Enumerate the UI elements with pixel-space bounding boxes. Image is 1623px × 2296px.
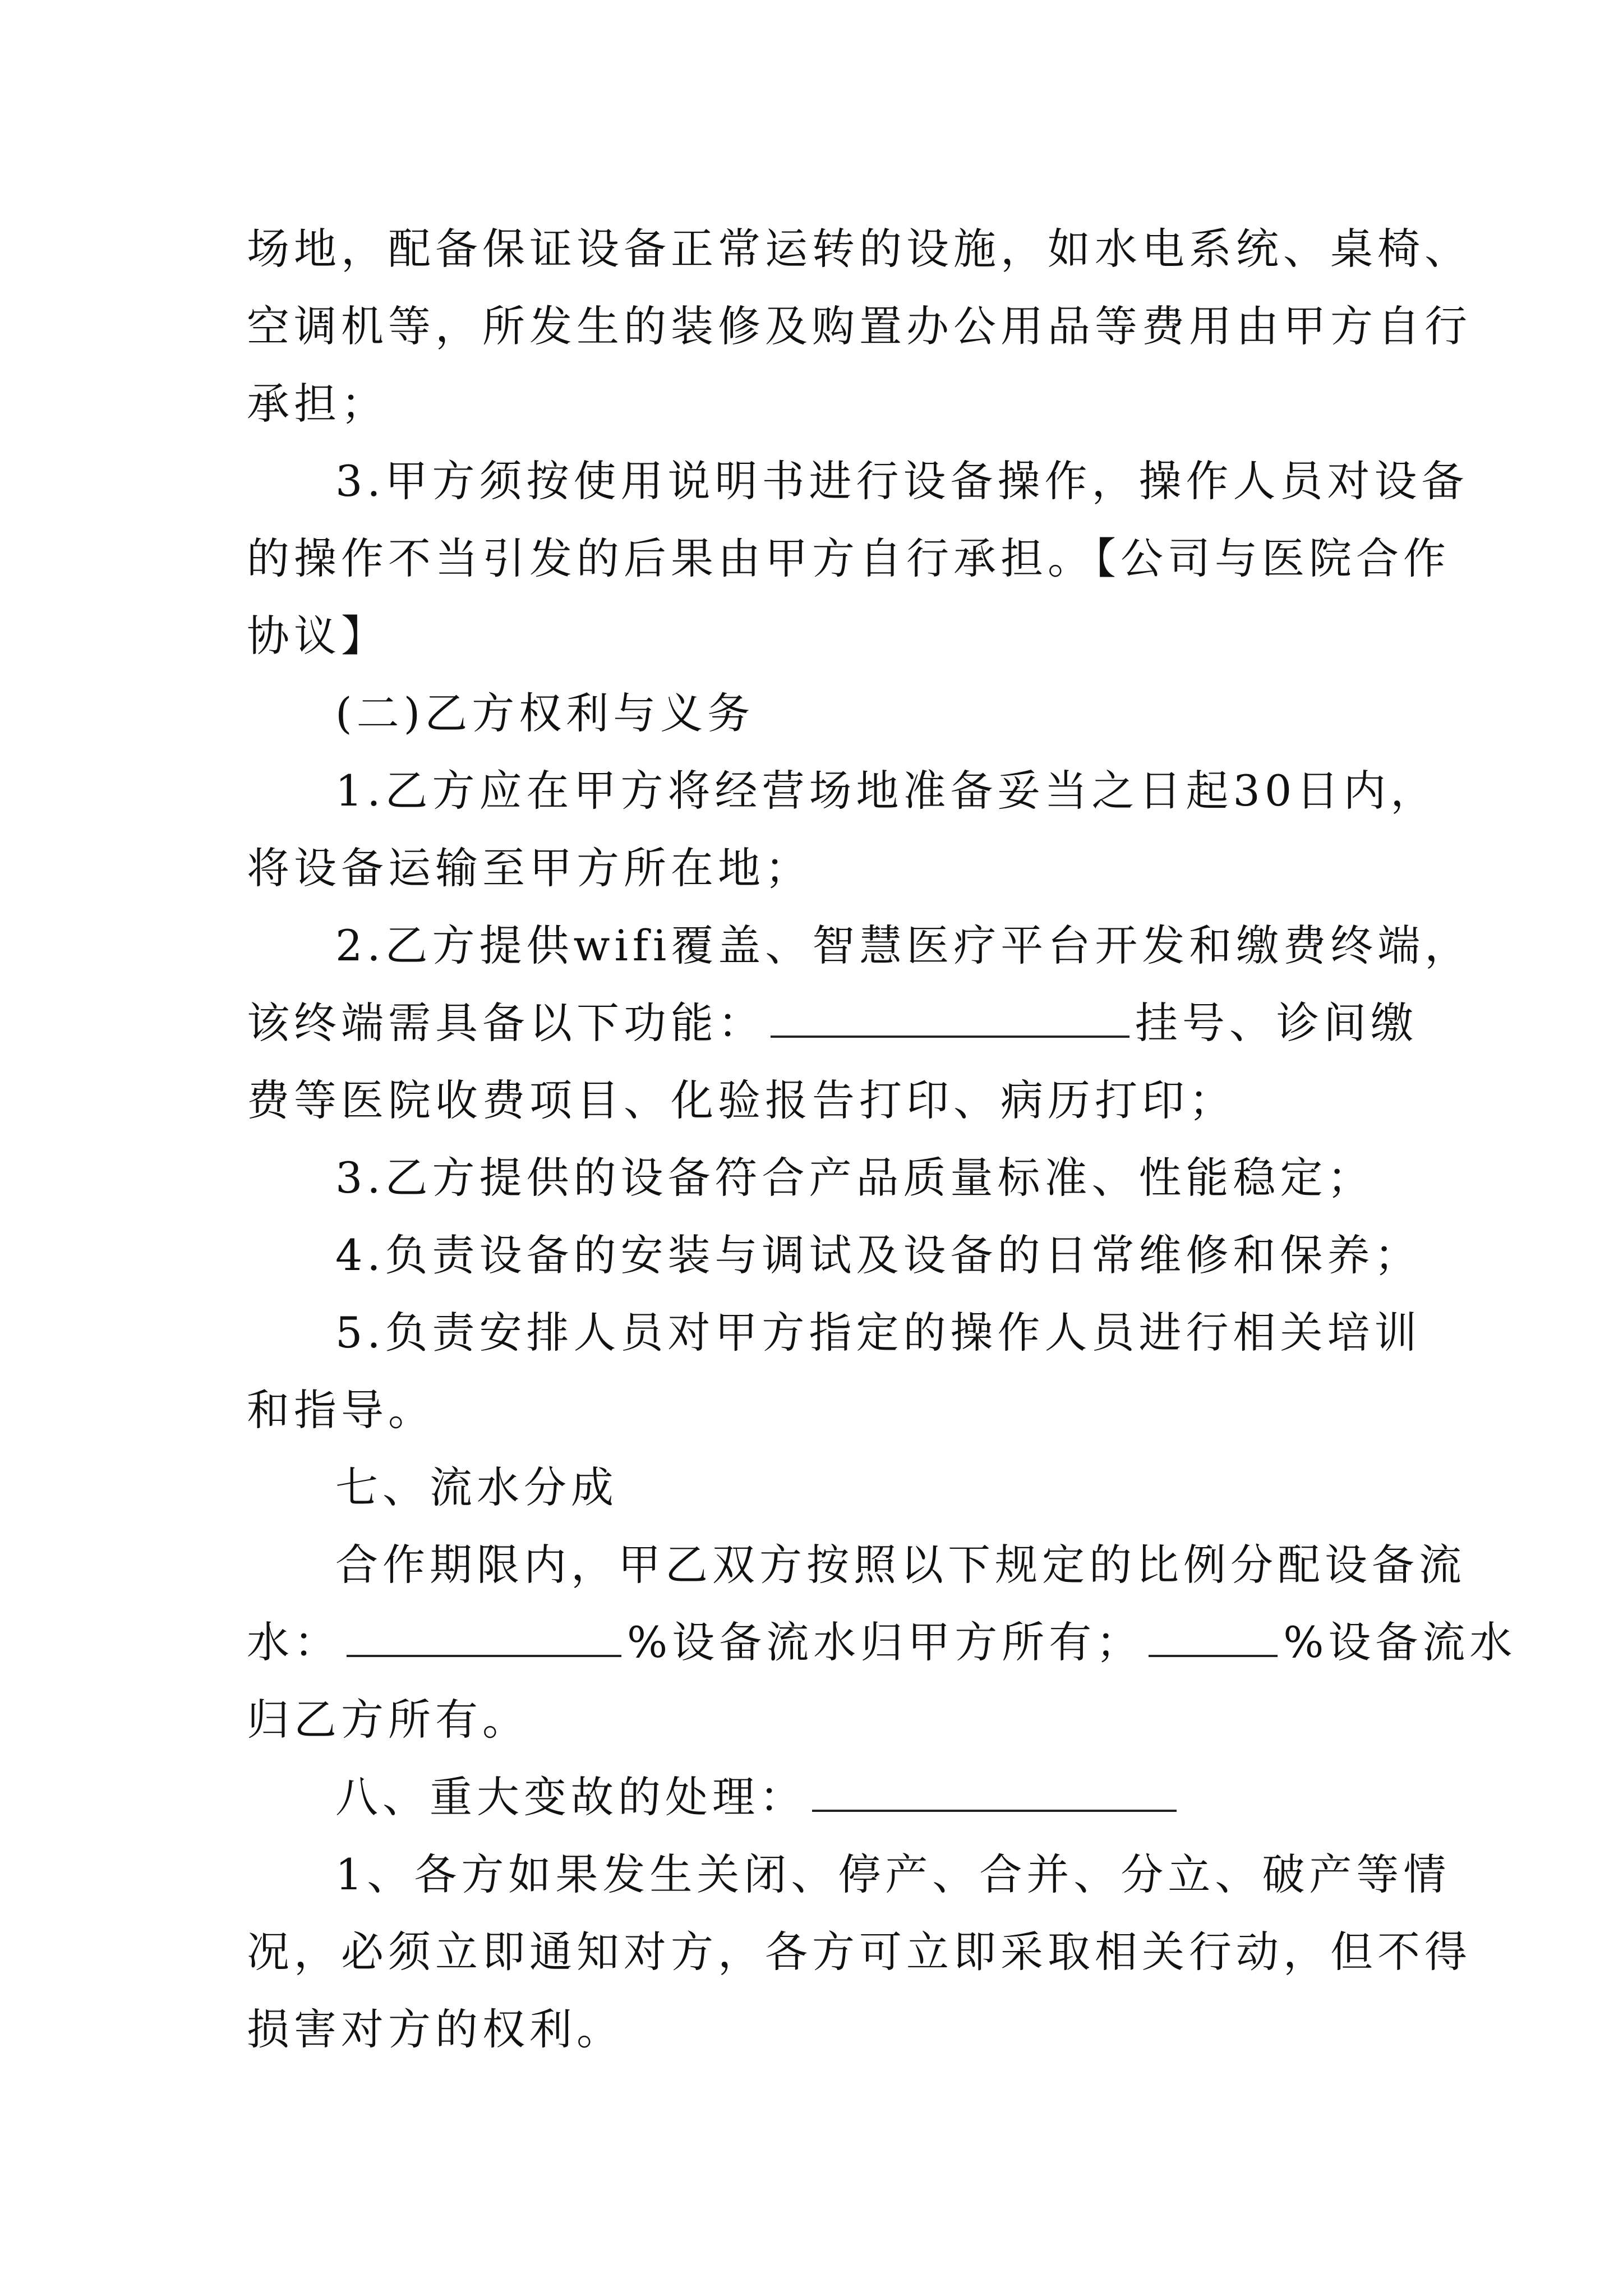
- paragraph-line: [247, 1604, 1517, 1681]
- paragraph-line: 损害对方的权利。: [247, 2004, 624, 2054]
- paragraph-line: 归乙方所有。: [247, 1695, 529, 1745]
- clause-3-party-b: 3.乙方提供的设备符合产品质量标准、性能稳定；: [335, 1153, 1375, 1203]
- party-b-percent-blank[interactable]: [1149, 1620, 1278, 1657]
- text-segment: 挂号、诊间缴: [1135, 998, 1418, 1048]
- text-segment: 该终端需具备以下功能：: [247, 998, 765, 1048]
- clause-4-party-b: 4.负责设备的安装与调试及设备的日常维修和保养；: [335, 1230, 1422, 1280]
- text-segment: %设备流水归甲方所有；: [627, 1617, 1144, 1667]
- paragraph-line: 协议】: [247, 611, 388, 661]
- paragraph-line: 和指导。: [247, 1385, 435, 1435]
- text-segment: 八、重大变故的处理：: [335, 1772, 806, 1822]
- section-heading-revenue-share: 七、流水分成: [335, 1462, 618, 1512]
- paragraph-line: 将设备运输至甲方所在地；: [247, 843, 812, 893]
- clause-3-party-a: 3.甲方须按使用说明书进行设备操作，操作人员对设备: [335, 456, 1469, 506]
- revenue-share-paragraph: 合作期限内，甲乙双方按照以下规定的比例分配设备流: [335, 1540, 1466, 1590]
- paragraph-line: 况，必须立即通知对方，各方可立即采取相关行动，但不得: [247, 1927, 1472, 1977]
- fill-in-blank[interactable]: [771, 1001, 1129, 1038]
- paragraph-line: 承担；: [247, 379, 388, 429]
- fill-in-blank[interactable]: [812, 1775, 1177, 1812]
- paragraph-line: [247, 984, 1418, 1062]
- paragraph-line: 场地，配备保证设备正常运转的设施，如水电系统、桌椅、: [247, 224, 1472, 274]
- clause-2-party-b: 2.乙方提供wifi覆盖、智慧医疗平台开发和缴费终端，: [335, 921, 1472, 970]
- clause-1-party-b: 1.乙方应在甲方将经营场地准备妥当之日起30日内，: [335, 766, 1438, 816]
- clause-5-party-b: 5.负责安排人员对甲方指定的操作人员进行相关培训: [335, 1308, 1422, 1358]
- section-heading-party-b: (二)乙方权利与义务: [335, 688, 755, 738]
- paragraph-line: 的操作不当引发的后果由甲方自行承担。【公司与医院合作: [247, 533, 1450, 583]
- section-heading-major-changes: [247, 1759, 1408, 1836]
- paragraph-line: 空调机等，所发生的装修及购置办公用品等费用由甲方自行: [247, 301, 1472, 351]
- text-segment: %设备流水: [1283, 1617, 1517, 1667]
- paragraph-line: 费等医院收费项目、化验报告打印、病历打印；: [247, 1075, 1236, 1125]
- document-body: [247, 210, 1517, 2068]
- text-segment: 水：: [247, 1617, 341, 1667]
- party-a-percent-blank[interactable]: [347, 1620, 621, 1657]
- clause-1-major-changes: 1、各方如果发生关闭、停产、合并、分立、破产等情: [335, 1849, 1451, 1899]
